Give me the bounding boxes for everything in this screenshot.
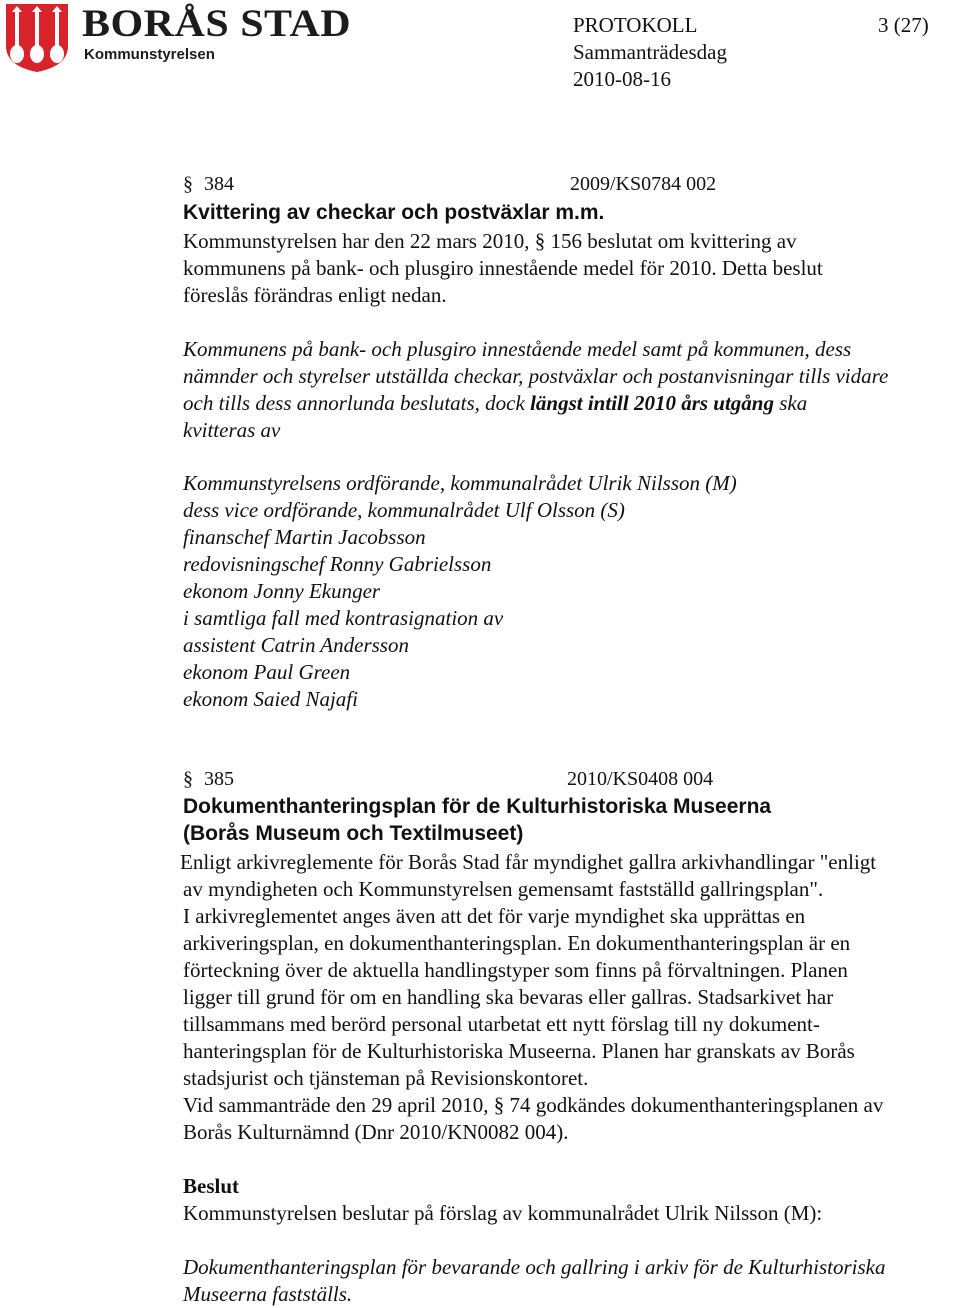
signatory: Kommunstyrelsens ordförande, kommunalrådet Ulrik Nilsson (M) (183, 471, 737, 495)
decision-text: och tills dess annorlunda beslutats, dock (183, 391, 531, 415)
diary-number: 2009/KS0784 002 (570, 173, 717, 195)
body-line: Vid sammanträde den 29 april 2010, § 74 godkändes dokumenthanteringsplanen av (183, 1093, 884, 1117)
intro-line: kommunens på bank- och plusgiro innestående medel för 2010. Detta beslut (183, 256, 823, 280)
paragraph-number: 385 (204, 768, 234, 790)
meeting-label: Sammanträdesdag (573, 40, 727, 64)
signatory: i samtliga fall med kontrasignation av (183, 606, 504, 630)
logo-wordmark: BORÅS STAD (82, 2, 352, 46)
paragraph-sign: § (183, 768, 193, 790)
decision-line (183, 390, 807, 417)
signatory: ekonom Jonny Ekunger (183, 579, 381, 603)
beslut-decision: Dokumenthanteringsplan för bevarande och gallring i arkiv för de Kulturhistoriska (183, 1255, 886, 1279)
signatory: ekonom Paul Green (183, 660, 351, 684)
borås-crest-logo (4, 2, 70, 74)
signatory: ekonom Saied Najafi (183, 687, 358, 711)
body-line: förteckning över de aktuella handlingstyper som finns på förvaltningen. Planen (183, 958, 848, 982)
beslut-text: Kommunstyrelsen beslutar på förslag av kommunalrådet Ulrik Nilsson (M): (183, 1201, 823, 1225)
doc-type: PROTOKOLL (573, 13, 698, 37)
section-title: Dokumenthanteringsplan för de Kulturhistoriska Museerna (183, 795, 772, 818)
signatory: redovisningschef Ronny Gabrielsson (183, 552, 492, 576)
paragraph-number: 384 (204, 173, 234, 195)
section-title: Kvittering av checkar och postväxlar m.m. (183, 201, 605, 224)
section-subtitle: (Borås Museum och Textilmuseet) (183, 822, 524, 845)
intro-line: Kommunstyrelsen har den 22 mars 2010, § 156 beslutat om kvittering av (183, 229, 797, 253)
decision-text: ska (774, 391, 808, 415)
diary-number: 2010/KS0408 004 (567, 768, 714, 790)
intro-line: föreslås förändras enligt nedan. (183, 283, 447, 307)
body-line: arkiveringsplan, en dokumenthanteringsplan. En dokumenthanteringsplan är en (183, 931, 851, 955)
meeting-date: 2010-08-16 (573, 67, 671, 91)
beslut-decision: Museerna fastställs. (183, 1282, 353, 1306)
decision-line: kvitteras av (183, 418, 281, 442)
body-line: I arkivreglementet anges även att det för varje myndighet ska upprättas en (183, 904, 806, 928)
signatory: dess vice ordförande, kommunalrådet Ulf Olsson (S) (183, 498, 625, 522)
decision-line: nämnder och styrelser utställda checkar, postväxlar och postanvisningar tills vidare (183, 364, 889, 388)
signatory: finanschef Martin Jacobsson (183, 525, 426, 549)
body-line: Borås Kulturnämnd (Dnr 2010/KN0082 004). (183, 1120, 569, 1144)
body-line: tillsammans med berörd personal utarbetat ett nytt förslag till ny dokument- (183, 1012, 820, 1036)
page-number: 3 (27) (878, 13, 929, 37)
beslut-heading: Beslut (183, 1174, 240, 1198)
logo-subtitle: Kommunstyrelsen (84, 46, 215, 63)
signatory: assistent Catrin Andersson (183, 633, 409, 657)
decision-line: Kommunens på bank- och plusgiro innestående medel samt på kommunen, dess (183, 337, 852, 361)
paragraph-sign: § (183, 173, 193, 195)
decision-emphasis: längst intill 2010 års utgång (530, 391, 774, 415)
body-line: hanteringsplan för de Kulturhistoriska Museerna. Planen har granskats av Borås (183, 1039, 855, 1063)
body-line: stadsjurist och tjänsteman på Revisionskontoret. (183, 1066, 589, 1090)
body-line: ligger till grund för om en handling ska bevaras eller gallras. Stadsarkivet har (183, 985, 834, 1009)
body-line: Enligt arkivreglemente för Borås Stad får myndighet gallra arkivhandlingar "enligt (180, 850, 877, 874)
body-line: av myndigheten och Kommunstyrelsen gemensamt fastställd gallringsplan". (183, 877, 824, 901)
